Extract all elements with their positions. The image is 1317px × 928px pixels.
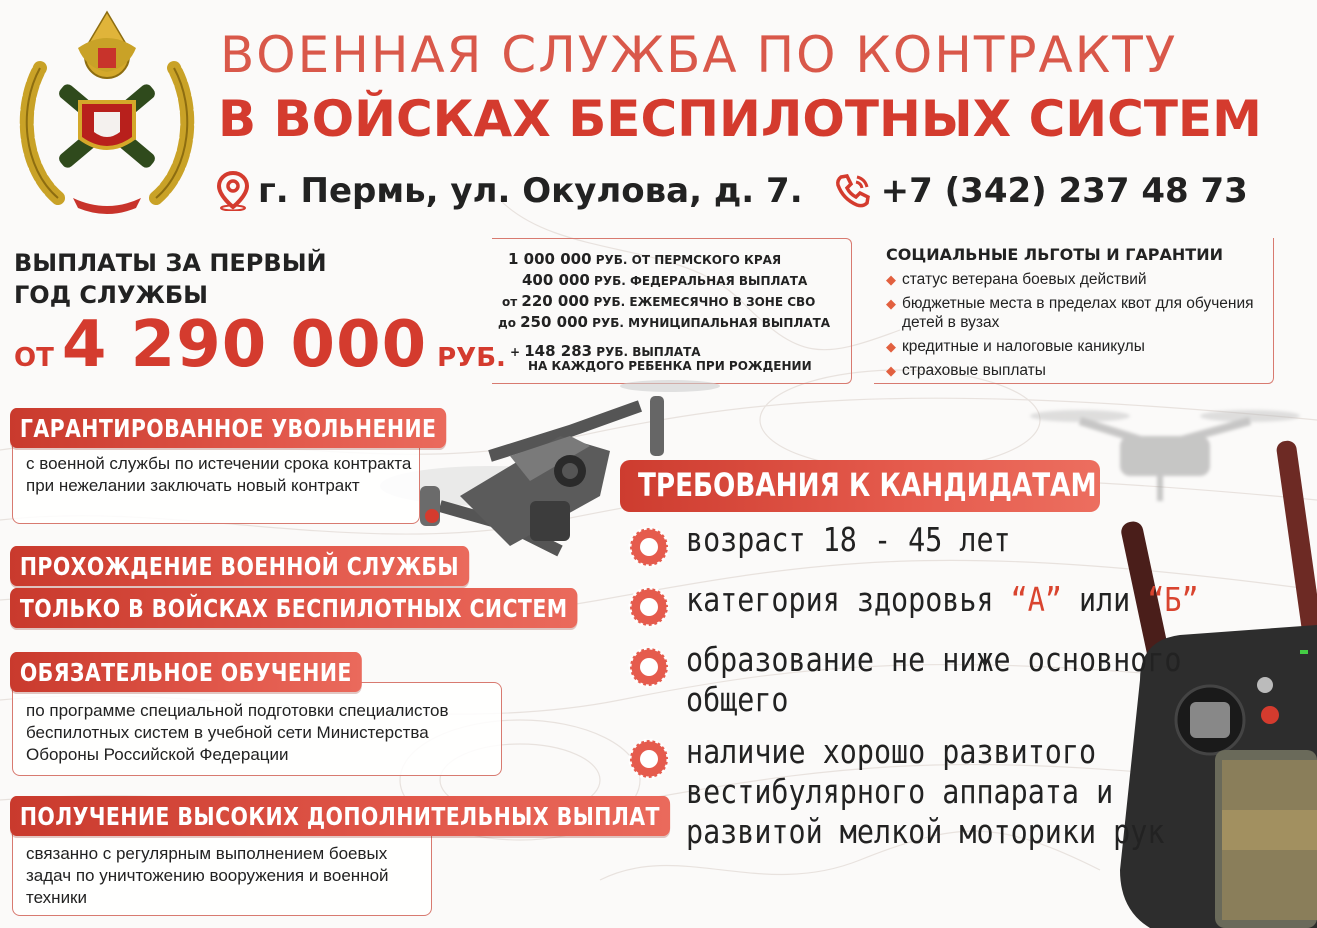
benefit-text-payments: связанно с регулярным выполнением боевых задач по уничтожению вооружения и военной техники [26,844,389,907]
payment-item: до 250 000 РУБ. МУНИЦИПАЛЬНАЯ ВЫПЛАТА [498,313,831,331]
location-pin-icon [216,171,250,211]
list-item [628,732,1188,852]
payment-item: 1 000 000 РУБ. ОТ ПЕРМСКОГО КРАЯ [508,250,782,268]
phone-number[interactable]: +7 (342) 237 48 73 [880,171,1248,211]
list-item: ◆ кредитные и налоговые каникулы [886,338,1145,355]
list-item [628,520,1188,568]
phone-icon [833,171,873,211]
payment-item: + 148 283 РУБ. ВЫПЛАТА [510,342,701,360]
list-item [628,640,1188,720]
list-item [628,580,1199,628]
sun-bullet-icon [628,738,670,780]
benefit-title-dismissal: ГАРАНТИРОВАННОЕ УВОЛЬНЕНИЕ [10,408,446,448]
address-text: г. Пермь, ул. Окулова, д. 7. [258,171,803,211]
payments-heading-line2: ГОД СЛУЖБЫ [14,281,209,309]
payments-heading [14,247,374,311]
requirement-education: образование не ниже основного общего [686,640,1182,719]
list-item: ◆ статус ветерана боевых действий [886,271,1147,288]
social-title: СОЦИАЛЬНЫЕ ЛЬГОТЫ И ГАРАНТИИ [886,245,1223,264]
benefit-title-payments: ПОЛУЧЕНИЕ ВЫСОКИХ ДОПОЛНИТЕЛЬНЫХ ВЫПЛАТ [10,796,670,836]
title-line-2: В ВОЙСКАХ БЕСПИЛОТНЫХ СИСТЕМ [218,90,1262,148]
list-item: ◆ страховые выплаты [886,362,1046,379]
payment-child-note: НА КАЖДОГО РЕБЕНКА ПРИ РОЖДЕНИИ [528,359,812,373]
list-item: ◆ бюджетные места в пределах квот для обучения детей в вузах [886,295,1254,331]
sun-bullet-icon [628,586,670,628]
benefit-title-training: ОБЯЗАТЕЛЬНОЕ ОБУЧЕНИЕ [10,652,362,692]
benefit-text-dismissal: с военной службы по истечении срока контракта при нежелании заключать новый контракт [26,454,412,495]
total-currency: РУБ. [437,343,506,373]
requirements-list [628,520,1199,864]
total-prefix: ОТ [14,343,54,373]
sun-bullet-icon [628,646,670,688]
army-emblem-icon [18,8,196,218]
payment-item: от 220 000 РУБ. ЕЖЕМЕСЯЧНО В ЗОНЕ СВО [502,292,816,310]
benefit-text-training: по программе специальной подготовки специалистов беспилотных систем в учебной сети Министерства Обороны Российской Федерации [26,701,449,764]
benefit-title-service-line1: ПРОХОЖДЕНИЕ ВОЕННОЙ СЛУЖБЫ [10,546,469,586]
contact-row [216,168,1248,214]
title-line-1: ВОЕННАЯ СЛУЖБА ПО КОНТРАКТУ [220,26,1178,84]
sun-bullet-icon [628,526,670,568]
requirement-health: категория здоровья “А” или “Б” [686,580,1199,619]
payments-heading-line1: ВЫПЛАТЫ ЗА ПЕРВЫЙ [14,249,327,277]
social-list [886,270,1266,385]
requirements-title: ТРЕБОВАНИЯ К КАНДИДАТАМ [620,460,1100,512]
requirement-age: возраст 18 - 45 лет [686,520,1011,559]
payments-total [14,308,506,382]
total-amount: 4 290 000 [61,308,428,382]
requirement-vestibular: наличие хорошо развитого вестибулярного аппарата и развитой мелкой моторики рук [686,732,1165,851]
payment-item: 400 000 РУБ. ФЕДЕРАЛЬНАЯ ВЫПЛАТА [522,271,808,289]
benefit-title-service-line2: ТОЛЬКО В ВОЙСКАХ БЕСПИЛОТНЫХ СИСТЕМ [10,588,577,628]
